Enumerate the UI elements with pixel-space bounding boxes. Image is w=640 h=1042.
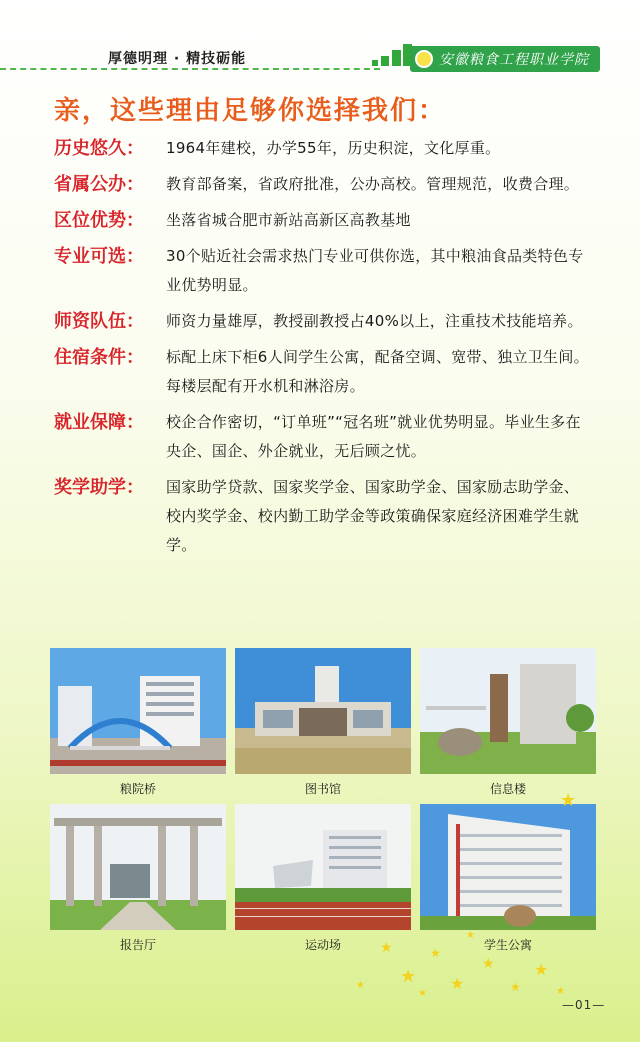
star-icon: ★	[560, 790, 577, 811]
header-dash-line	[0, 68, 380, 70]
photo-caption: 粮院桥	[119, 782, 156, 796]
reason-text: 标配上床下柜6人间学生公寓，配备空调、宽带、独立卫生间。每楼层配有开水机和淋浴房。	[166, 348, 589, 395]
photo-card	[420, 648, 596, 797]
slogan: 厚德明理 · 精技砺能	[108, 51, 247, 67]
reason-item	[54, 343, 594, 401]
reason-label: 区位优势：	[54, 210, 144, 231]
headline: 亲，这些理由足够你选择我们：	[54, 96, 447, 126]
page-number: —01—	[562, 998, 606, 1012]
star-icon: ★	[380, 940, 393, 956]
photo-caption: 学生公寓	[483, 938, 532, 952]
reason-label: 就业保障：	[54, 412, 144, 433]
reason-item	[54, 134, 594, 163]
star-icon: ★	[510, 980, 521, 994]
star-icon: ★	[556, 986, 565, 997]
photo-card	[235, 648, 411, 797]
reason-text: 坐落省城合肥市新站高新区高教基地	[166, 211, 411, 229]
photo-caption: 信息楼	[489, 782, 526, 796]
star-icon: ★	[482, 956, 495, 972]
photo-caption: 运动场	[304, 938, 341, 952]
school-name: 安徽粮食工程职业学院	[439, 52, 589, 68]
library-photo	[235, 648, 411, 774]
reason-label: 住宿条件：	[54, 347, 144, 368]
reason-item	[54, 242, 594, 300]
photo-card	[50, 804, 226, 953]
reason-label: 专业可选：	[54, 246, 144, 267]
photo-caption: 图书馆	[304, 782, 341, 796]
bridge-photo	[50, 648, 226, 774]
reasons-list	[54, 134, 594, 567]
reason-item	[54, 408, 594, 466]
decorative-blocks	[372, 42, 412, 70]
school-banner	[410, 46, 600, 72]
star-icon: ★	[466, 930, 475, 941]
star-icon: ★	[534, 960, 549, 979]
reason-text: 校企合作密切，“订单班”“冠名班”就业优势明显。毕业生多在央企、国企、外企就业，无后顾之忧。	[166, 413, 581, 460]
star-icon: ★	[430, 946, 441, 960]
school-logo-icon	[415, 50, 433, 68]
star-icon: ★	[356, 980, 365, 991]
star-icon: ★	[450, 974, 465, 993]
reason-text: 国家助学贷款、国家奖学金、国家助学金、国家励志助学金、校内奖学金、校内勤工助学金等政策确保家庭经济困难学生就学。	[166, 478, 580, 554]
photo-card	[50, 648, 226, 797]
star-icon: ★	[400, 966, 417, 987]
reason-label: 奖学助学：	[54, 477, 144, 498]
reason-item	[54, 307, 594, 336]
lecture-hall-photo	[50, 804, 226, 930]
reason-item	[54, 206, 594, 235]
reason-text: 教育部备案，省政府批准，公办高校。管理规范，收费合理。	[166, 175, 580, 193]
reason-label: 省属公办：	[54, 174, 144, 195]
reason-item	[54, 473, 594, 560]
page-header	[0, 0, 640, 80]
photo-caption: 报告厅	[119, 938, 156, 952]
reason-item	[54, 170, 594, 199]
reason-text: 30个贴近社会需求热门专业可供你选，其中粮油食品类特色专业优势明显。	[166, 247, 584, 294]
reason-label: 历史悠久：	[54, 138, 144, 159]
reason-label: 师资队伍：	[54, 311, 144, 332]
reason-text: 1964年建校，办学55年，历史积淀，文化厚重。	[166, 139, 501, 157]
star-icon: ★	[418, 988, 427, 999]
decorative-stars	[320, 790, 640, 1010]
info-building-photo	[420, 648, 596, 774]
reason-text: 师资力量雄厚，教授副教授占40%以上，注重技术技能培养。	[166, 312, 583, 330]
